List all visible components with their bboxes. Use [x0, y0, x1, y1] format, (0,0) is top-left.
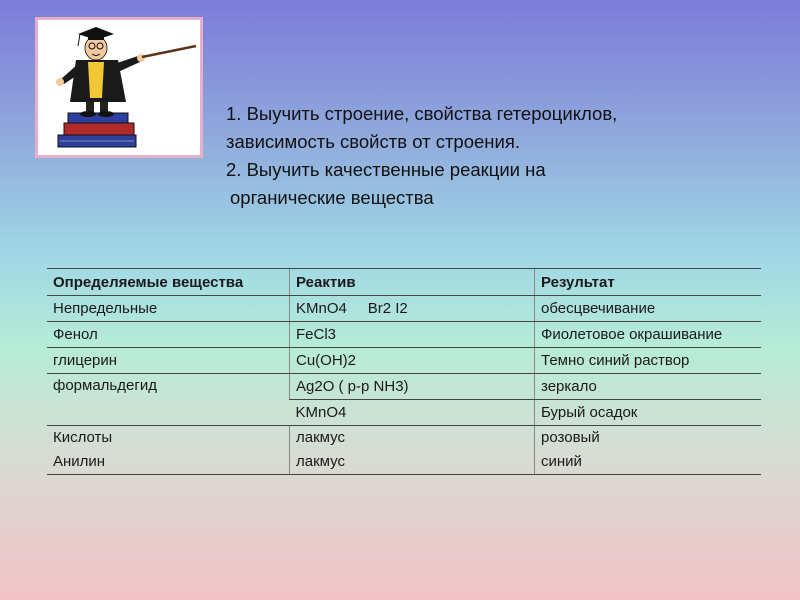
cell-reagent: Ag2O ( р-р NH3) [290, 374, 535, 400]
cell-result: Темно синий раствор [535, 348, 762, 374]
cell-reagent-litmus-a: лакмус [296, 429, 345, 446]
cell-result-blue: синий [541, 453, 582, 470]
cell-substance: глицерин [47, 348, 290, 374]
goal-line-1: 1. Выучить строение, свойства гетероциклов, [226, 103, 618, 124]
header-reagent: Реактив [290, 269, 535, 296]
cell-result: зеркало [535, 374, 762, 400]
cell-reagent-extra: Br2 I2 [367, 300, 408, 317]
cell-substance-acids: Кислоты [53, 429, 113, 446]
table-header-row [47, 269, 761, 296]
cell-reagent [290, 426, 535, 475]
table-row [47, 374, 761, 400]
cell-reagent-litmus-b: лакмус [296, 453, 345, 470]
qualitative-reactions-table [47, 268, 761, 475]
cell-reagent: KMnO4 [290, 400, 535, 426]
cell-reagent [290, 296, 535, 322]
cell-result-pink: розовый [541, 429, 600, 446]
table-row [47, 348, 761, 374]
teacher-with-pointer-icon [38, 20, 200, 155]
cell-substance: Непредельные [47, 296, 290, 322]
goal-line-2: зависимость свойств от строения. [226, 131, 521, 152]
teacher-clipart [35, 17, 203, 158]
cell-result: Фиолетовое окрашивание [535, 322, 762, 348]
header-substance: Определяемые вещества [47, 269, 290, 296]
cell-substance [47, 426, 290, 475]
cell-result: Бурый осадок [535, 400, 762, 426]
cell-reagent-main: KMnO4 [296, 300, 347, 317]
cell-substance-aniline: Анилин [53, 453, 106, 470]
goal-line-4: органические вещества [230, 187, 434, 208]
cell-substance: формальдегид [47, 374, 290, 426]
table-row [47, 322, 761, 348]
goal-line-3: 2. Выучить качественные реакции на [226, 159, 546, 180]
cell-reagent: FeCl3 [290, 322, 535, 348]
cell-result: обесцвечивание [535, 296, 762, 322]
cell-substance: Фенол [47, 322, 290, 348]
cell-reagent: Cu(OH)2 [290, 348, 535, 374]
lesson-goals [226, 100, 786, 212]
table-row [47, 296, 761, 322]
cell-result [535, 426, 762, 475]
header-result: Результат [535, 269, 762, 296]
table-row [47, 426, 761, 475]
